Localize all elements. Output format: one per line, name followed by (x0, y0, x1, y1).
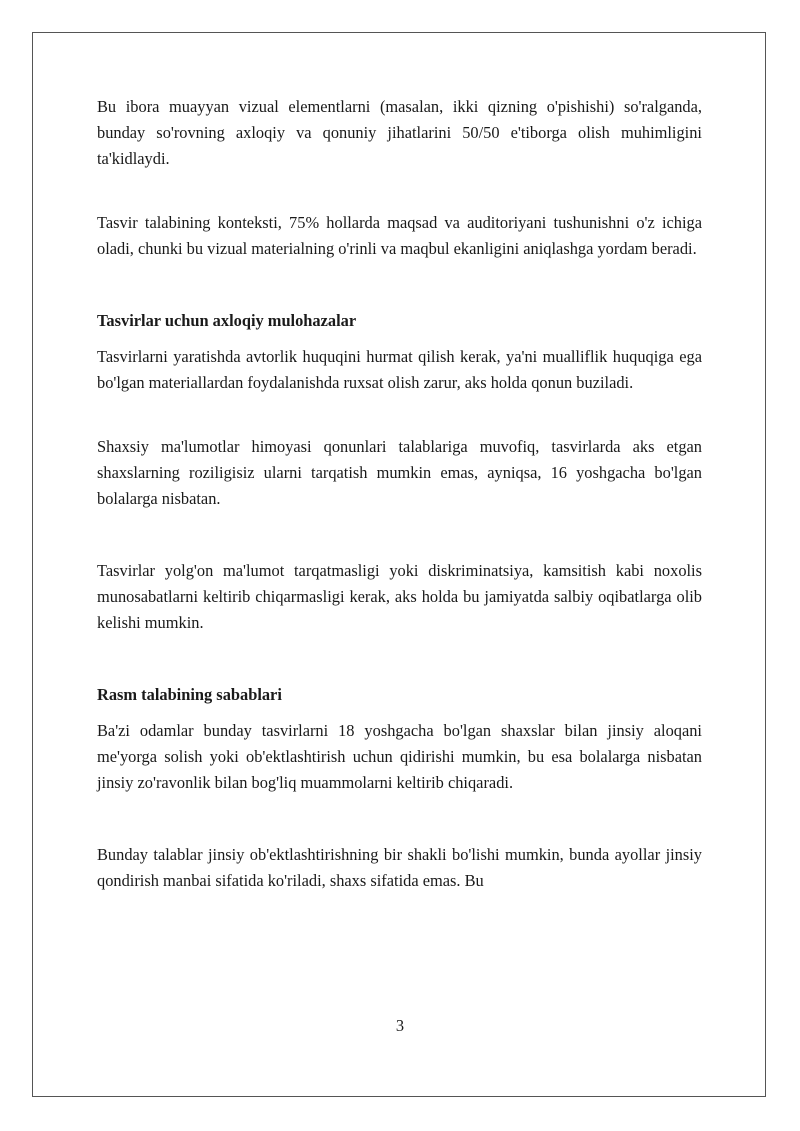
paragraph-5: Tasvirlar yolg'on ma'lumot tarqatmasligi yoki diskriminatsiya, kamsitish kabi noxolis munosabatlarni keltirib chiqarmasligi kerak, aks holda bu jamiyatda salbiy oqibatlarga olib kelishi mumkin. (97, 561, 702, 632)
paragraph-1: Bu ibora muayyan vizual elementlarni (masalan, ikki qizning o'pishishi) so'ralganda, bunday so'rovning axloqiy va qonuniy jihatlarini 50/50 e'tiborga olish muhimligini ta'kidlaydi. (97, 97, 702, 168)
paragraph-2: Tasvir talabining konteksti, 75% hollarda maqsad va auditoriyani tushunishni o'z ichiga oladi, chunki bu vizual materialning o'rinli va maqbul ekanligini aniqlashga yordam beradi. (97, 213, 702, 258)
paragraph-6: Ba'zi odamlar bunday tasvirlarni 18 yoshgacha bo'lgan shaxslar bilan jinsiy aloqani me'yorga solish yoki ob'ektlashtirish uchun qidirishi mumkin, bu esa bolalarga nisbatan jinsiy zo'ravonlik bilan bog'liq muammolarni keltirib chiqaradi. (97, 721, 702, 792)
section-heading-reasons: Rasm talabining sabablari (97, 685, 282, 704)
section-heading-ethics: Tasvirlar uchun axloqiy mulohazalar (97, 311, 357, 330)
document-body (97, 94, 702, 894)
paragraph-7: Bunday talablar jinsiy ob'ektlashtirishning bir shakli bo'lishi mumkin, bunda ayollar jinsiy qondirish manbai sifatida ko'riladi, shaxs sifatida emas. Bu (97, 845, 702, 890)
paragraph-4: Shaxsiy ma'lumotlar himoyasi qonunlari talablariga muvofiq, tasvirlarda aks etgan shaxslarning roziligisiz ularni tarqatish mumkin emas, ayniqsa, 16 yoshgacha bo'lgan bolalarga nisbatan. (97, 437, 702, 508)
paragraph-3: Tasvirlarni yaratishda avtorlik huquqini hurmat qilish kerak, ya'ni mualliflik huquqiga ega bo'lgan materiallardan foydalanishda ruxsat olish zarur, aks holda qonun buziladi. (97, 347, 702, 392)
page-number: 3 (395, 1016, 405, 1035)
